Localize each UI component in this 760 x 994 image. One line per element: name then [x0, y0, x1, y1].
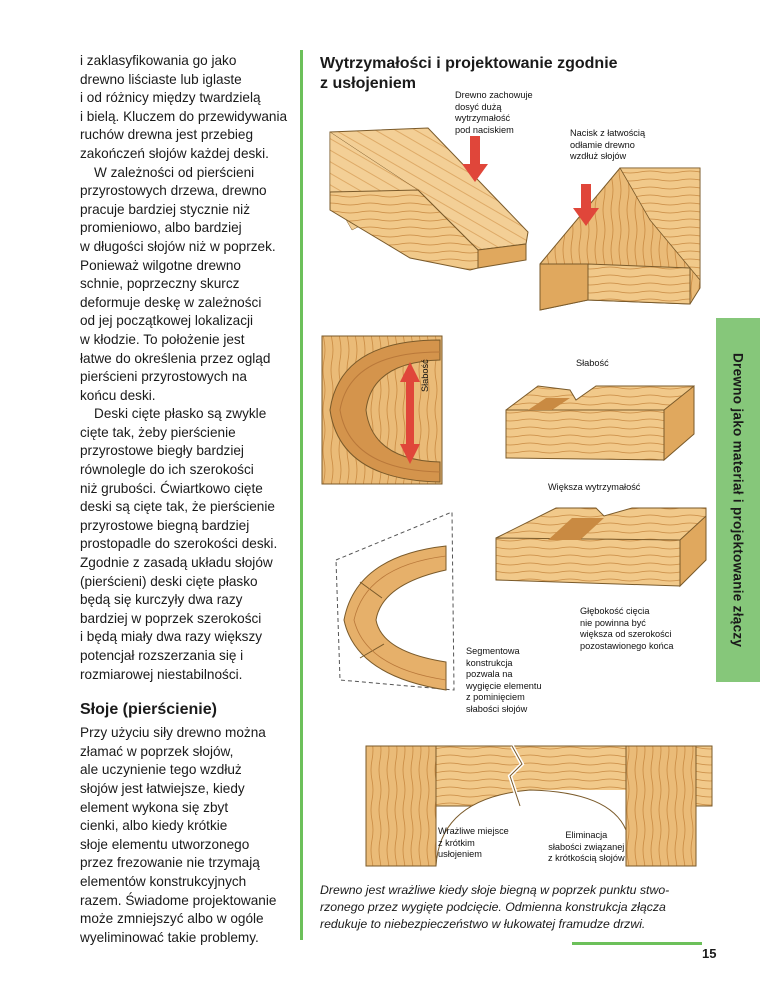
rabbet-block-strong [330, 128, 528, 270]
figure-caption: Drewno jest wrażliwe kiedy słoje biegną w poprzek punktu stwo- rzonego przez wygięte podcięcie. Odmienna konstrukcja złącza redukuje to niebezpieczeństwo w łukowatej framudze drzwi. [320, 883, 670, 931]
label-slabosc-block: Słabość [576, 358, 609, 368]
label-segmentowa: Segmentowa konstrukcja pozwala na wygięcie elementu z pominięciem słabości słojów [466, 646, 542, 714]
label-eliminacja: Eliminacja słabości związanej z krótkością słojów [548, 830, 625, 863]
label-drewno-zachowuje: Drewno zachowuje dosyć dużą wytrzymałość pod naciskiem [455, 90, 533, 135]
paragraph-1: i zaklasyfikowania go jako drewno liściaste lub iglaste i od różnicy między twardzielą i bielą. Kluczem do przewidywania ruchów drewna jest przebieg zakończeń słojów każdej deski. [80, 53, 288, 161]
curved-piece-segmented [336, 512, 454, 690]
chapter-side-tab [716, 318, 760, 682]
red-arrow-down-icon [406, 380, 414, 446]
footer-rule [572, 942, 702, 945]
label-wrazliwe-miejsce: Wrażliwe miejsce z krótkim usłojeniem [438, 826, 509, 859]
illustration-title: Wytrzymałości i projektowanie zgodnie z usłojeniem [320, 55, 618, 92]
page-number: 15 [702, 946, 717, 961]
label-nacisk: Nacisk z łatwością odłamie drewno wzdłuż słojów [570, 128, 646, 161]
section-paragraph: Przy użyciu siły drewno można złamać w poprzek słojów, ale uczynienie tego wzdłuż słojów jest łatwiejsze, kiedy element wykona się zbyt cienki, albo kiedy krótkie słoje elementu utworzonego przez frezowanie nie trzymają elementów konstrukcyjnych razem. Świadome projektowanie może zmniejszyć albo w ogóle wyeliminować takie problemy. [80, 725, 277, 945]
arched-door-frame [366, 746, 712, 866]
label-wieksza-wytrzymalosc: Większa wytrzymałość [548, 482, 641, 492]
label-glebokosc: Głębokość cięcia nie powinna być większa od szerokości pozostawionego końca [580, 606, 674, 651]
paragraph-3: Deski cięte płasko są zwykle cięte tak, żeby pierścienie przyrostowe biegły bardziej równolegle do ich szerokości niż grubości. Ćwiartkowo cięte deski są cięte tak, że pierścienie przyrostowe biegną bardziej prostopadle do szerokości deski. Zgodnie z zasadą układu słojów (pierścieni) deski cięte płasko będą się kurczyły dwa razy bardziej w poprzek szerokości i będą miały dwa razy większy potencjał rozszerzania się i rozmiarowej niestabilności. [80, 406, 278, 682]
rabbet-block-weak [540, 168, 700, 310]
paragraph-2: W zależności od pierścieni przyrostowych drzewa, drewno pracuje bardziej stycznie niż promieniowo, albo bardziej w długości słojów niż w poprzek. Ponieważ wilgotne drewno schnie, poprzeczny skurcz deformuje deskę w zależności od jej początkowej lokalizacji w kłodzie. To położenie jest łatwe do określenia przez ogląd pierścieni przyrostowych na końcu deski. [80, 164, 276, 403]
groove-block-weak [506, 386, 694, 460]
section-heading: Słoje (pierścienie) [80, 701, 217, 719]
label-slabosc-curve: Słabość [420, 359, 430, 392]
groove-block-strong [496, 508, 706, 586]
chapter-title: Drewno jako materiał i projektowanie złączy [730, 352, 746, 648]
